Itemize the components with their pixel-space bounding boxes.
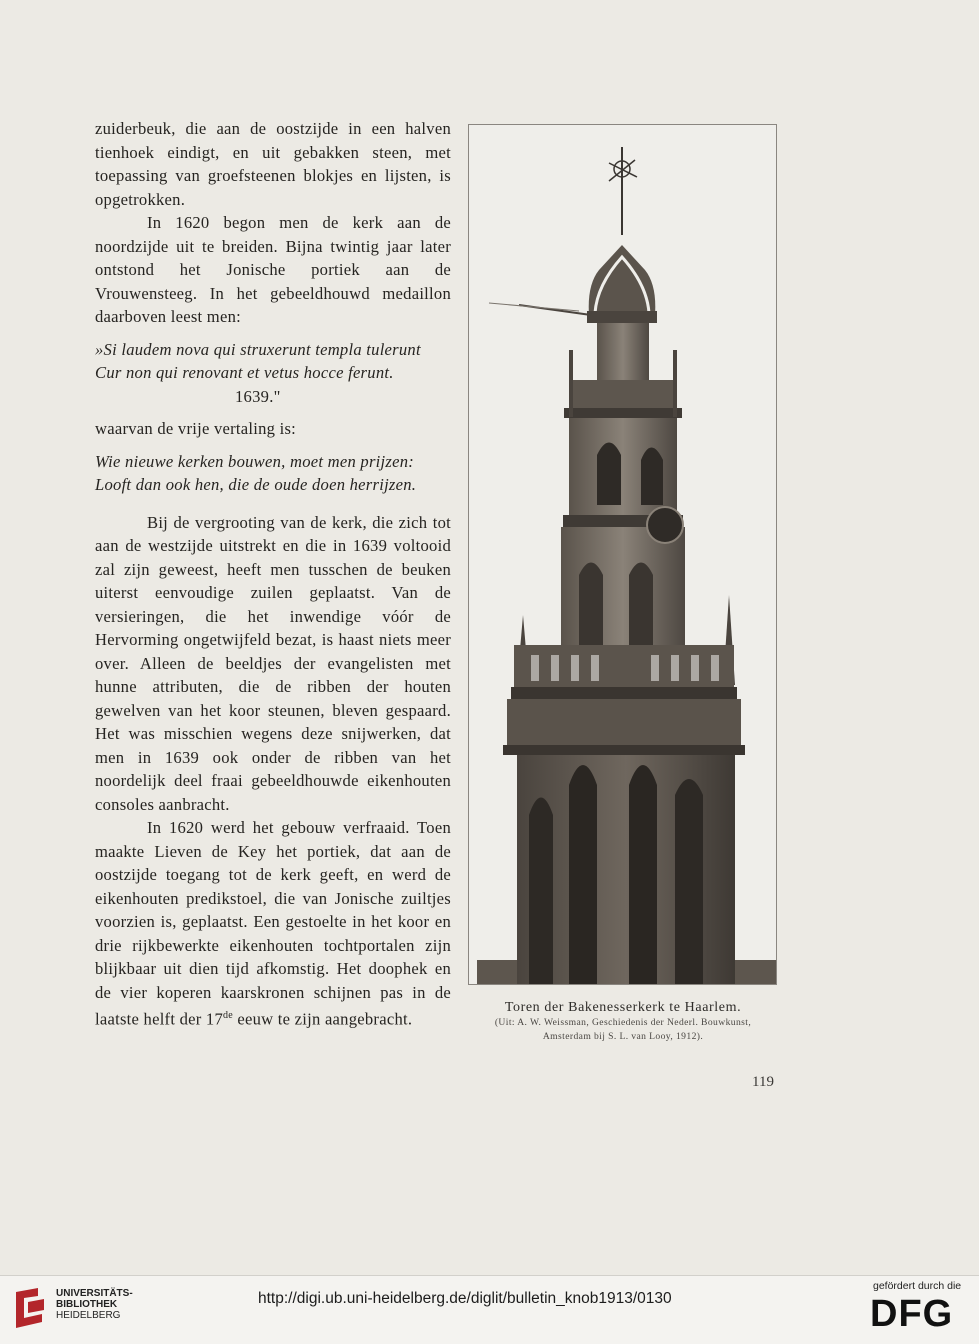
funding-label: gefördert durch die bbox=[873, 1280, 962, 1292]
tower-photograph bbox=[468, 124, 777, 985]
caption-title: Toren der Bakenesserkerk te Haarlem. bbox=[504, 1000, 742, 1015]
figure-caption bbox=[460, 1000, 786, 1044]
verse-line: Looft dan ook hen, die de oude doen herrijzen. bbox=[95, 475, 417, 494]
paragraph: waarvan de vrije vertaling is: bbox=[95, 419, 297, 438]
paragraph bbox=[95, 816, 451, 1031]
caption-source: (Uit: A. W. Weissman, Geschiedenis der Nederl. Bouwkunst, bbox=[494, 1017, 752, 1028]
latin-quote-line: »Si laudem nova qui struxerunt templa tulerunt bbox=[95, 339, 421, 359]
paragraph: zuiderbeuk, die aan de oostzijde in een halven tienhoek eindigt, en uit gebakken steen, met toepassing van groefsteenen blokjes en lijsten, is opgetrokken. bbox=[95, 119, 451, 209]
superscript: de bbox=[223, 1010, 233, 1021]
tower-illustration bbox=[469, 125, 776, 984]
latin-quote-year: 1639." bbox=[235, 386, 281, 406]
caption-source: Amsterdam bij S. L. van Looy, 1912). bbox=[542, 1031, 704, 1042]
latin-quote-line: Cur non qui renovant et vetus hocce ferunt. bbox=[95, 363, 394, 382]
university-library-logo-icon[interactable] bbox=[10, 1284, 50, 1334]
paragraph: In 1620 begon men de kerk aan de noordzijde uit te breiden. Bijna twintig jaar later ontstond het Jonische portiek aan de Vrouwensteeg. In het gebeeldhouwd medaillon daarboven leest men: bbox=[95, 213, 451, 326]
dfg-logo[interactable]: DFG bbox=[870, 1293, 954, 1335]
paragraph: Bij de vergrooting van de kerk, die zich tot aan de westzijde uitstrekt en die in 1639 voltooid zal zijn geweest, heeft men tusschen de beuken uiterst eenvoudige zuilen geplaatst. Van de versieringen, die het inwendige vóór de Hervorming ongetwijfeld bezat, is haast niets meer over. Alleen de beeldjes der evangelisten met hunne attributen, die de ribben der houten gewelven van het koor steunen, bleven gespaard. Het was misschien wegens deze snijwerken, dat men in 1639 ook onder de ribben van het noordelijk deel fraai gebeeldhouwde eikenhouten consoles aanbracht. bbox=[95, 512, 451, 814]
permalink-url[interactable]: http://digi.ub.uni-heidelberg.de/diglit/bulletin_knob1913/0130 bbox=[258, 1290, 672, 1307]
library-name-line: UNIVERSITÄTS- bbox=[56, 1288, 133, 1299]
body-text-column bbox=[95, 117, 451, 1031]
paragraph-text: eeuw te zijn aangebracht. bbox=[232, 1009, 413, 1029]
library-name-line: HEIDELBERG bbox=[56, 1310, 121, 1321]
library-name-line: BIBLIOTHEK bbox=[56, 1299, 118, 1310]
paragraph-text: In 1620 werd het gebouw verfraaid. Toen maakte Lieven de Key het portiek, dat aan de oostzijde toegang tot de kerk geeft, en werd de eikenhouten predikstoel, die van Jonische zuiltjes voorzien is, geplaatst. Een gestoelte in het koor en drie rijkbewerkte eikenhouten tochtportalen zijn blijkbaar uit dien tijd afkomstig. Het doophek en de vier koperen kaarskronen schijnen pas in de laatste helft der 17 bbox=[95, 818, 451, 1029]
page-number: 119 bbox=[752, 1074, 774, 1090]
verse-line: Wie nieuwe kerken bouwen, moet men prijzen: bbox=[95, 451, 415, 471]
viewer-footer bbox=[0, 1275, 979, 1344]
university-library-name[interactable] bbox=[56, 1288, 133, 1321]
